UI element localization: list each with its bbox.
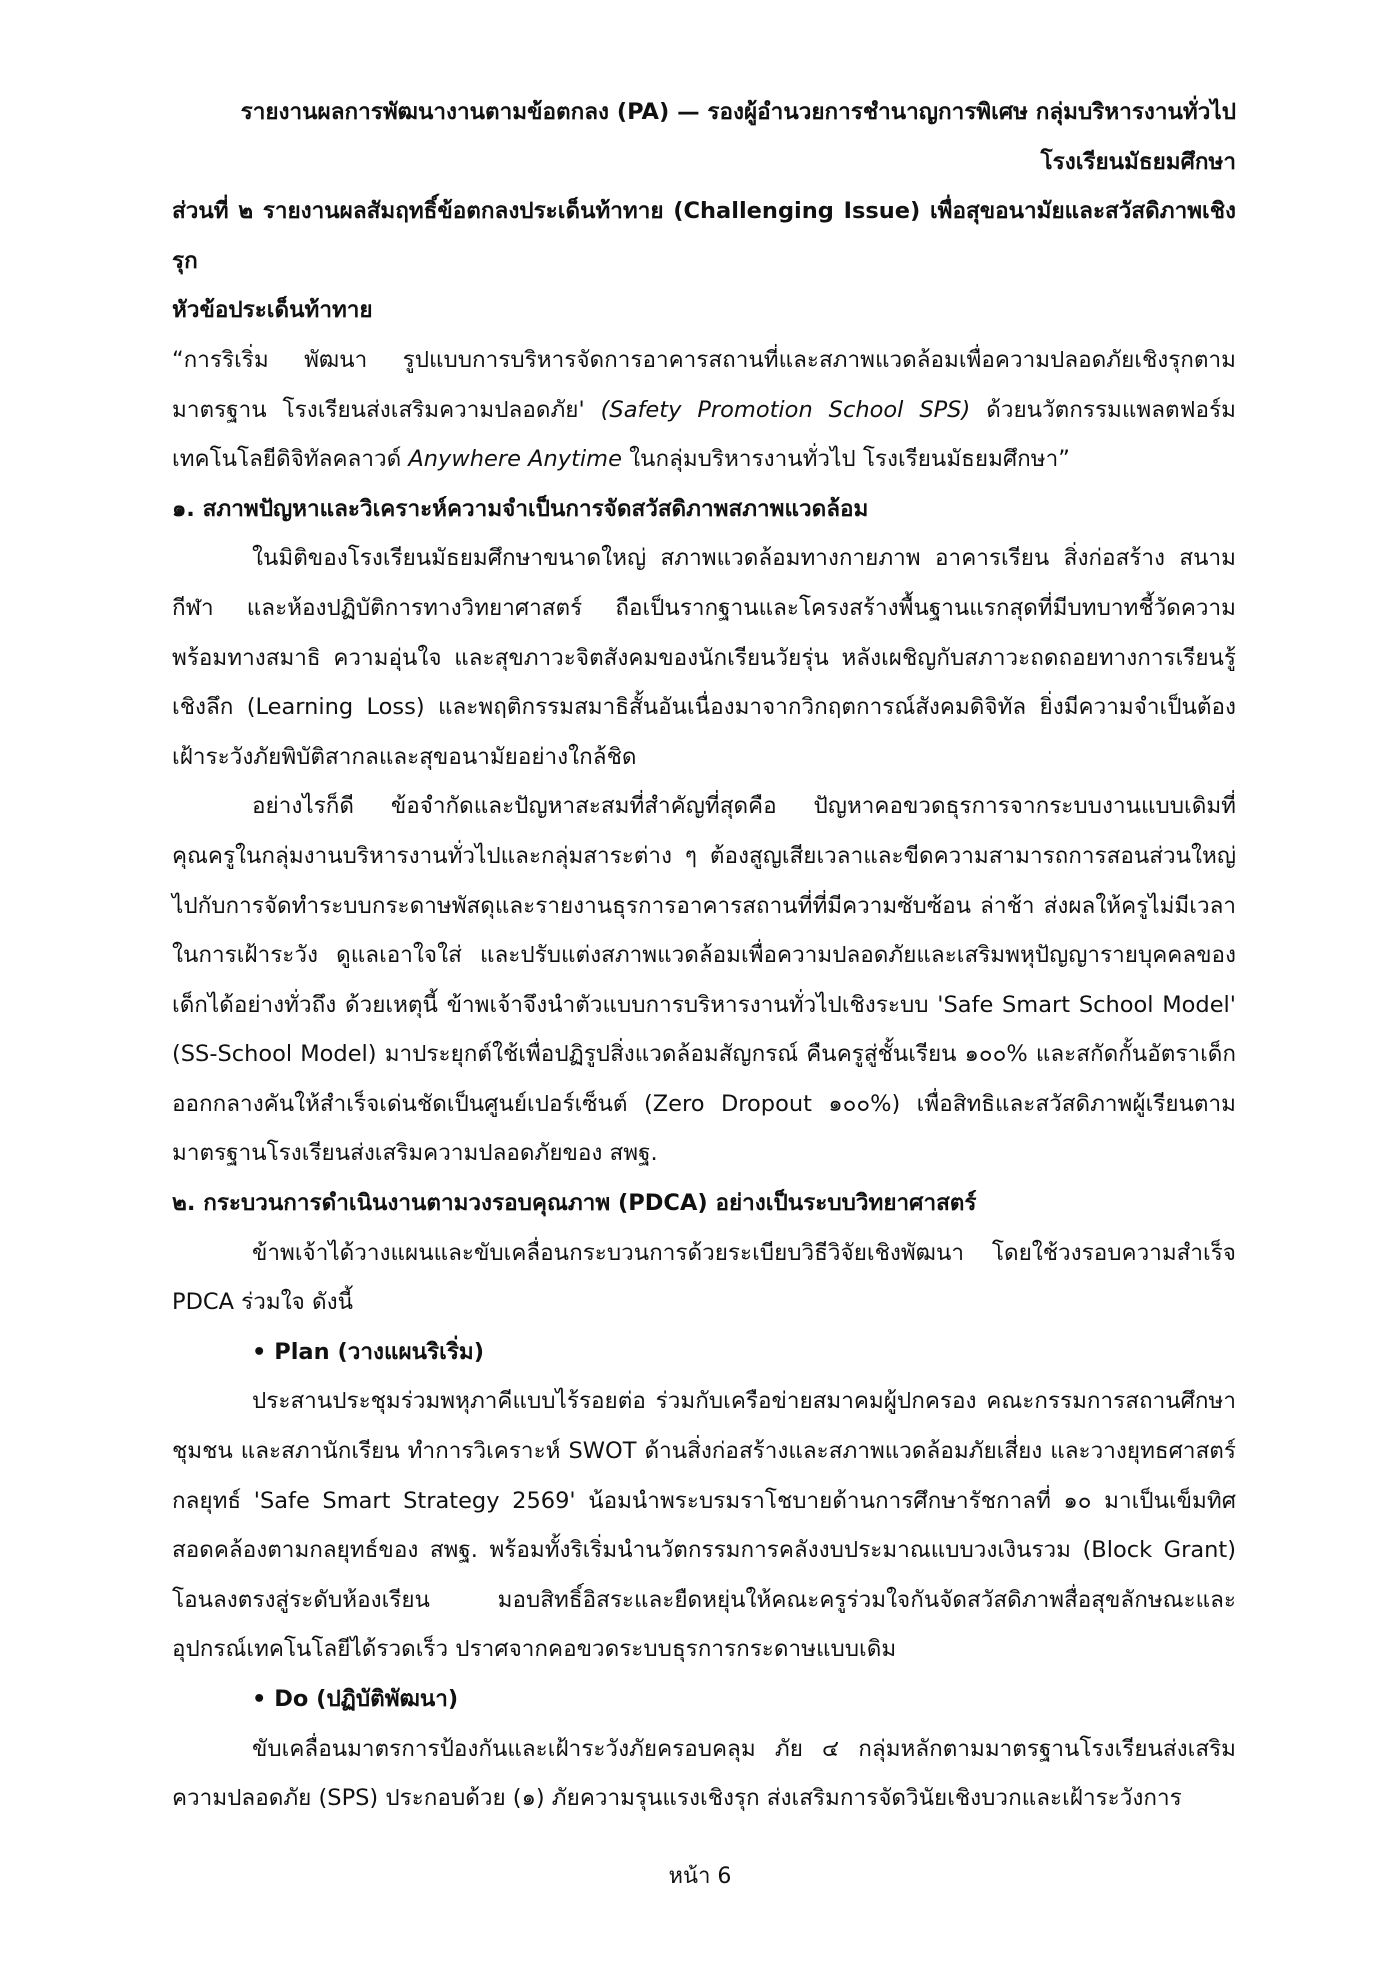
bullet-do: • Do (ปฏิบัติพัฒนา) bbox=[252, 1686, 459, 1712]
paragraph-1: ในมิติของโรงเรียนมัธยมศึกษาขนาดใหญ่ สภาพแวดล้อมทางกายภาพ อาคารเรียน สิ่งก่อสร้าง สนามกีฬา และห้องปฏิบัติการทางวิทยาศาสตร์ ถือเป็นรากฐานและโครงสร้างพื้นฐานแรกสุดที่มีบทบาทชี้วัดความพร้อมทางสมาธิ ความอุ่นใจ และสุขภาวะจิตสังคมของนักเรียนวัยรุ่น หลังเผชิญกับสภาวะถดถอยทางการเรียนรู้เชิงลึก (Learning Loss) และพฤติกรรมสมาธิสั้นอันเนื่องมาจากวิกฤตการณ์สังคมดิจิทัล ยิ่งมีความจำเป็นต้องเฝ้าระวังภัยพิบัติสากลและสุขอนามัยอย่างใกล้ชิด bbox=[172, 545, 1236, 770]
report-header bbox=[172, 88, 1236, 187]
paragraph-do: ขับเคลื่อนมาตรการป้องกันและเฝ้าระวังภัยครอบคลุม ภัย ๔ กลุ่มหลักตามมาตรฐานโรงเรียนส่งเสริมความปลอดภัย (SPS) ประกอบด้วย (๑) ภัยความรุนแรงเชิงรุก ส่งเสริมการจัดวินัยเชิงบวกและเฝ้าระวังการ bbox=[172, 1735, 1236, 1812]
bullet-plan: • Plan (วางแผนริเริ่ม) bbox=[252, 1338, 485, 1365]
report-header-line2: โรงเรียนมัธยมศึกษา bbox=[1040, 148, 1236, 175]
topic-heading: หัวข้อประเด็นท้าทาย bbox=[172, 297, 373, 324]
topic-quote-part5: ในกลุ่มบริหารงานทั่วไป โรงเรียนมัธยมศึกษา” bbox=[621, 446, 1070, 473]
report-header-line1: รายงานผลการพัฒนางานตามข้อตกลง (PA) — รองผู้อำนวยการชำนาญการพิเศษ กลุ่มบริหารงานทั่วไป bbox=[240, 99, 1236, 125]
topic-quote-part2: ' (Safety Promotion School SPS) bbox=[578, 396, 971, 423]
paragraph-plan: ประสานประชุมร่วมพหุภาคีแบบไร้รอยต่อ ร่วมกับเครือข่ายสมาคมผู้ปกครอง คณะกรรมการสถานศึกษา ชุมชน และสภานักเรียน ทำการวิเคราะห์ SWOT ด้านสิ่งก่อสร้างและสภาพแวดล้อมภัยเสี่ยง และวางยุทธศาสตร์กลยุทธ์ 'Safe Smart Strategy 2569' น้อมนำพระบรมราโชบายด้านการศึกษารัชกาลที่ ๑๐ มาเป็นเข็มทิศสอดคล้องตามกลยุทธ์ของ สพฐ. พร้อมทั้งริเริ่มนำนวัตกรรมการคลังงบประมาณแบบวงเงินรวม (Block Grant) โอนลงตรงสู่ระดับห้องเรียน มอบสิทธิ์อิสระและยืดหยุ่นให้คณะครูร่วมใจกันจัดสวัสดิภาพสื่อสุขลักษณะและอุปกรณ์เทคโนโลยีได้รวดเร็ว ปราศจากคอขวดระบบธุรการกระดาษแบบเดิม bbox=[172, 1388, 1236, 1663]
topic-quote-part3: ด้วยนวัตกรรมแพลตฟอร์มเทคโนโลยีดิจิทัลคลาวด์ bbox=[172, 396, 1236, 473]
heading-section2: ๒. กระบวนการดำเนินงานตามวงรอบคุณภาพ (PDCA) อย่างเป็นระบบวิทยาศาสตร์ bbox=[172, 1190, 977, 1217]
paragraph-3: ข้าพเจ้าได้วางแผนและขับเคลื่อนกระบวนการด้วยระเบียบวิธีวิจัยเชิงพัฒนา โดยใช้วงรอบความสำเร็จ PDCA ร่วมใจ ดังนี้ bbox=[172, 1239, 1236, 1316]
page-number: หน้า 6 bbox=[668, 1864, 732, 1889]
section2-title: ส่วนที่ ๒ รายงานผลสัมฤทธิ์ข้อตกลงประเด็นท้าทาย (Challenging Issue) เพื่อสุขอนามัยและสวัสดิภาพเชิงรุก bbox=[172, 198, 1236, 274]
topic-quote-part1: “การริเริ่ม พัฒนา รูปแบบการบริหารจัดการอาคารสถานที่และสภาพแวดล้อมเพื่อความปลอดภัยเชิงรุกตามมาตรฐาน โรงเรียนส่งเสริมความปลอดภัย bbox=[172, 346, 1236, 423]
paragraph-2: อย่างไรก็ดี ข้อจำกัดและปัญหาสะสมที่สำคัญที่สุดคือ ปัญหาคอขวดธุรการจากระบบงานแบบเดิมที่คุณครูในกลุ่มงานบริหารงานทั่วไปและกลุ่มสาระต่าง ๆ ต้องสูญเสียเวลาและขีดความสามารถการสอนส่วนใหญ่ไปกับการจัดทำระบบกระดาษพัสดุและรายงานธุรการอาคารสถานที่ที่มีความซับซ้อน ล่าช้า ส่งผลให้ครูไม่มีเวลาในการเฝ้าระวัง ดูแลเอาใจใส่ และปรับแต่งสภาพแวดล้อมเพื่อความปลอดภัยและเสริมพหุปัญญารายบุคคลของเด็กได้อย่างทั่วถึง ด้วยเหตุนี้ ข้าพเจ้าจึงนำตัวแบบการบริหารงานทั่วไปเชิงระบบ 'Safe Smart School Model' (SS-School Model) มาประยุกต์ใช้เพื่อปฏิรูปสิ่งแวดล้อมสัญกรณ์ คืนครูสู่ชั้นเรียน ๑๐๐% และสกัดกั้นอัตราเด็กออกกลางคันให้สำเร็จเด่นชัดเป็นศูนย์เปอร์เซ็นต์ (Zero Dropout ๑๐๐%) เพื่อสิทธิและสวัสดิภาพผู้เรียนตามมาตรฐานโรงเรียนส่งเสริมความปลอดภัยของ สพฐ. bbox=[172, 793, 1236, 1167]
topic-quote bbox=[172, 336, 1236, 485]
topic-quote-part4: Anywhere Anytime bbox=[408, 446, 622, 473]
heading-section1: ๑. สภาพปัญหาและวิเคราะห์ความจำเป็นการจัดสวัสดิภาพสภาพแวดล้อม bbox=[172, 495, 869, 522]
document-body bbox=[172, 88, 1236, 1824]
